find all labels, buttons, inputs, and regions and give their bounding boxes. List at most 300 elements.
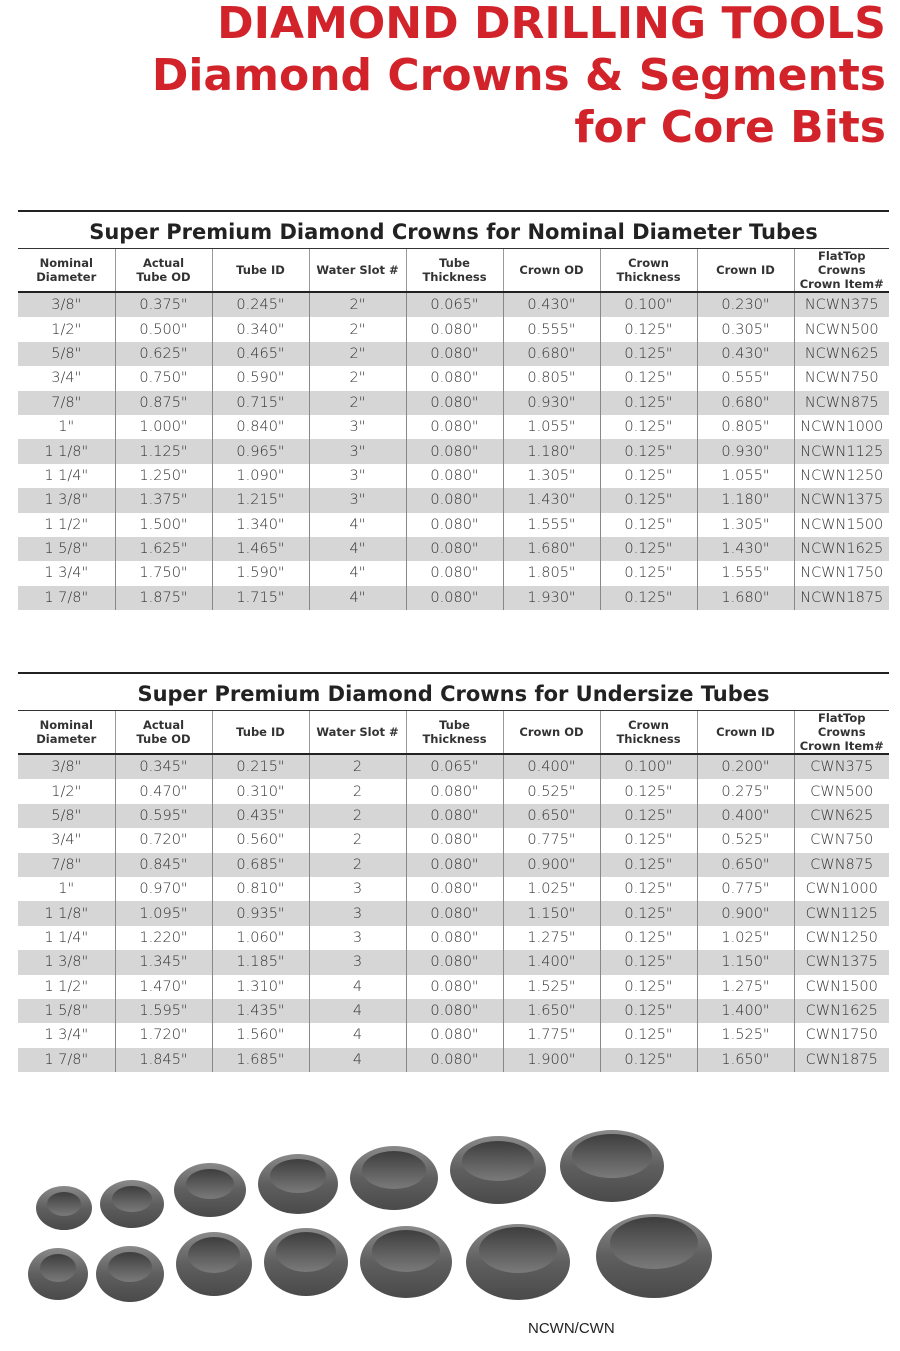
cell-crown-thickness: 0.125" [600, 1048, 697, 1072]
table-row [18, 779, 889, 803]
cell-nominal-diameter: 1/2" [18, 779, 115, 803]
column-header-line: Crown ID [716, 725, 775, 739]
cell-tube-thickness: 0.080" [406, 561, 503, 585]
cell-water-slot: 2 [309, 804, 406, 828]
cell-crown-item: NCWN1000 [794, 415, 889, 439]
cell-crown-item: NCWN1875 [794, 586, 889, 610]
column-header-line: Water Slot # [316, 725, 399, 739]
cell-tube-id: 1.685" [212, 1048, 309, 1072]
table-row [18, 415, 889, 439]
cell-crown-od: 0.650" [503, 804, 600, 828]
column-header-nominal-diameter [18, 711, 115, 755]
cell-crown-thickness: 0.125" [600, 464, 697, 488]
cell-tube-thickness: 0.080" [406, 342, 503, 366]
crown-ring [28, 1248, 88, 1300]
cell-crown-od: 0.400" [503, 754, 600, 779]
cell-water-slot: 4" [309, 561, 406, 585]
cell-crown-id: 0.775" [697, 877, 794, 901]
cell-crown-thickness: 0.125" [600, 975, 697, 999]
column-header-crown-id [697, 249, 794, 293]
cell-tube-id: 1.090" [212, 464, 309, 488]
cell-crown-id: 0.305" [697, 317, 794, 341]
cell-nominal-diameter: 3/8" [18, 754, 115, 779]
cell-tube-id: 1.340" [212, 513, 309, 537]
cell-actual-tube-od: 0.875" [115, 391, 212, 415]
cell-tube-thickness: 0.080" [406, 586, 503, 610]
cell-crown-id: 0.200" [697, 754, 794, 779]
cell-crown-id: 1.430" [697, 537, 794, 561]
cell-tube-id: 0.465" [212, 342, 309, 366]
cell-crown-item: NCWN1625 [794, 537, 889, 561]
table-row [18, 586, 889, 610]
column-header-crown-item [794, 711, 889, 755]
cell-crown-item: CWN1625 [794, 999, 889, 1023]
header-subtitle: Diamond Crowns & Segments [151, 50, 886, 101]
cell-crown-od: 0.900" [503, 853, 600, 877]
table-row [18, 877, 889, 901]
table-header [18, 711, 889, 755]
cell-crown-item: CWN1375 [794, 950, 889, 974]
column-header-line: Thickness [422, 270, 487, 284]
cell-nominal-diameter: 1 5/8" [18, 537, 115, 561]
undersize-crowns-section [18, 672, 889, 1072]
cell-crown-od: 1.275" [503, 926, 600, 950]
cell-crown-od: 1.650" [503, 999, 600, 1023]
column-header-line: Nominal [39, 256, 93, 270]
cell-crown-thickness: 0.125" [600, 950, 697, 974]
cell-crown-id: 0.555" [697, 366, 794, 390]
cell-nominal-diameter: 1 1/2" [18, 975, 115, 999]
cell-water-slot: 3" [309, 488, 406, 512]
cell-crown-od: 1.305" [503, 464, 600, 488]
column-header-line: Actual [142, 256, 185, 270]
table-row [18, 342, 889, 366]
column-header-water-slot [309, 249, 406, 293]
crown-ring [100, 1180, 164, 1228]
cell-tube-id: 1.310" [212, 975, 309, 999]
cell-crown-item: CWN750 [794, 828, 889, 852]
cell-water-slot: 3" [309, 439, 406, 463]
cell-crown-id: 0.525" [697, 828, 794, 852]
cell-crown-thickness: 0.125" [600, 513, 697, 537]
cell-water-slot: 2" [309, 366, 406, 390]
photo-caption: NCWN/CWN [528, 1320, 615, 1337]
cell-crown-id: 1.180" [697, 488, 794, 512]
cell-actual-tube-od: 0.375" [115, 292, 212, 317]
crown-ring [174, 1163, 246, 1217]
column-header-line: FlatTop Crowns [817, 711, 866, 739]
cell-crown-id: 0.275" [697, 779, 794, 803]
table-row [18, 950, 889, 974]
cell-nominal-diameter: 7/8" [18, 853, 115, 877]
table-row [18, 366, 889, 390]
cell-crown-id: 0.650" [697, 853, 794, 877]
table-row [18, 754, 889, 779]
table-row [18, 853, 889, 877]
cell-crown-id: 1.650" [697, 1048, 794, 1072]
column-header-tube-id [212, 249, 309, 293]
cell-actual-tube-od: 1.750" [115, 561, 212, 585]
cell-actual-tube-od: 1.595" [115, 999, 212, 1023]
table-title: Super Premium Diamond Crowns for Nominal Diameter Tubes [89, 220, 818, 244]
column-header-line: Diameter [36, 270, 97, 284]
table-row [18, 513, 889, 537]
cell-crown-thickness: 0.125" [600, 853, 697, 877]
column-header-line: Crown Item# [799, 739, 884, 753]
cell-crown-thickness: 0.125" [600, 561, 697, 585]
cell-nominal-diameter: 1 1/4" [18, 464, 115, 488]
cell-water-slot: 4" [309, 586, 406, 610]
table-row [18, 537, 889, 561]
cell-water-slot: 4 [309, 999, 406, 1023]
cell-crown-id: 1.555" [697, 561, 794, 585]
cell-crown-item: NCWN1500 [794, 513, 889, 537]
cell-crown-thickness: 0.125" [600, 317, 697, 341]
cell-actual-tube-od: 0.625" [115, 342, 212, 366]
cell-crown-item: CWN375 [794, 754, 889, 779]
cell-nominal-diameter: 3/4" [18, 366, 115, 390]
page-header [152, 2, 886, 158]
column-header-crown-thickness [600, 249, 697, 293]
cell-water-slot: 2" [309, 292, 406, 317]
cell-tube-thickness: 0.080" [406, 999, 503, 1023]
cell-nominal-diameter: 7/8" [18, 391, 115, 415]
cell-water-slot: 4" [309, 537, 406, 561]
cell-crown-thickness: 0.125" [600, 488, 697, 512]
cell-crown-od: 0.930" [503, 391, 600, 415]
cell-crown-item: NCWN1750 [794, 561, 889, 585]
cell-crown-id: 0.805" [697, 415, 794, 439]
table-row [18, 1023, 889, 1047]
cell-crown-thickness: 0.100" [600, 754, 697, 779]
undersize-crowns-table [18, 710, 889, 1072]
cell-tube-thickness: 0.080" [406, 804, 503, 828]
column-header-crown-item [794, 249, 889, 293]
cell-nominal-diameter: 1" [18, 877, 115, 901]
cell-water-slot: 2 [309, 779, 406, 803]
cell-tube-thickness: 0.080" [406, 1023, 503, 1047]
diamond-crowns-photo [14, 1128, 734, 1314]
cell-actual-tube-od: 1.345" [115, 950, 212, 974]
cell-actual-tube-od: 1.375" [115, 488, 212, 512]
cell-crown-id: 0.680" [697, 391, 794, 415]
table-row [18, 1048, 889, 1072]
cell-crown-item: CWN625 [794, 804, 889, 828]
table-title: Super Premium Diamond Crowns for Undersize Tubes [137, 682, 770, 706]
crown-ring [258, 1154, 338, 1214]
cell-tube-id: 0.245" [212, 292, 309, 317]
cell-crown-id: 0.230" [697, 292, 794, 317]
cell-tube-id: 0.685" [212, 853, 309, 877]
cell-crown-item: NCWN1250 [794, 464, 889, 488]
column-header-line: Thickness [616, 270, 681, 284]
cell-crown-thickness: 0.125" [600, 828, 697, 852]
cell-crown-id: 1.055" [697, 464, 794, 488]
cell-crown-item: NCWN375 [794, 292, 889, 317]
cell-crown-od: 0.680" [503, 342, 600, 366]
cell-tube-id: 1.435" [212, 999, 309, 1023]
cell-actual-tube-od: 1.220" [115, 926, 212, 950]
cell-nominal-diameter: 1 1/8" [18, 439, 115, 463]
cell-crown-item: NCWN1125 [794, 439, 889, 463]
cell-crown-od: 0.430" [503, 292, 600, 317]
cell-crown-item: CWN1875 [794, 1048, 889, 1072]
column-header-crown-od [503, 711, 600, 755]
column-header-line: Crown OD [519, 263, 584, 277]
column-header-line: Tube OD [136, 270, 191, 284]
column-header-tube-thickness [406, 711, 503, 755]
crown-ring [596, 1214, 712, 1298]
cell-nominal-diameter: 1 1/2" [18, 513, 115, 537]
column-header-water-slot [309, 711, 406, 755]
table-row [18, 828, 889, 852]
table-row [18, 488, 889, 512]
cell-actual-tube-od: 1.720" [115, 1023, 212, 1047]
cell-actual-tube-od: 0.500" [115, 317, 212, 341]
cell-nominal-diameter: 1 7/8" [18, 1048, 115, 1072]
cell-crown-item: CWN1000 [794, 877, 889, 901]
column-header-line: Nominal [39, 718, 93, 732]
cell-nominal-diameter: 1 3/8" [18, 488, 115, 512]
column-header-crown-od [503, 249, 600, 293]
cell-tube-thickness: 0.080" [406, 415, 503, 439]
crown-ring [36, 1186, 92, 1230]
column-header-line: Crown Item# [799, 277, 884, 291]
cell-nominal-diameter: 1 5/8" [18, 999, 115, 1023]
crown-ring [560, 1130, 664, 1202]
column-header-line: Crown OD [519, 725, 584, 739]
cell-tube-thickness: 0.065" [406, 754, 503, 779]
column-header-line: Tube ID [236, 725, 285, 739]
column-header-tube-id [212, 711, 309, 755]
cell-tube-thickness: 0.080" [406, 828, 503, 852]
cell-tube-thickness: 0.080" [406, 317, 503, 341]
cell-nominal-diameter: 1 1/8" [18, 901, 115, 925]
cell-crown-od: 1.680" [503, 537, 600, 561]
column-header-line: Tube [439, 718, 470, 732]
cell-tube-id: 0.965" [212, 439, 309, 463]
cell-water-slot: 2 [309, 828, 406, 852]
cell-crown-item: CWN1750 [794, 1023, 889, 1047]
cell-crown-thickness: 0.125" [600, 415, 697, 439]
cell-crown-item: NCWN625 [794, 342, 889, 366]
cell-tube-id: 1.465" [212, 537, 309, 561]
cell-crown-id: 1.525" [697, 1023, 794, 1047]
cell-crown-od: 0.525" [503, 779, 600, 803]
cell-nominal-diameter: 5/8" [18, 342, 115, 366]
cell-water-slot: 2 [309, 853, 406, 877]
cell-actual-tube-od: 0.750" [115, 366, 212, 390]
cell-water-slot: 3 [309, 926, 406, 950]
crown-ring [466, 1224, 570, 1300]
cell-tube-id: 0.340" [212, 317, 309, 341]
header-subtitle-2: for Core Bits [574, 102, 886, 153]
cell-crown-thickness: 0.125" [600, 537, 697, 561]
cell-crown-thickness: 0.125" [600, 779, 697, 803]
cell-crown-od: 1.430" [503, 488, 600, 512]
cell-crown-od: 1.900" [503, 1048, 600, 1072]
cell-tube-id: 0.715" [212, 391, 309, 415]
cell-tube-thickness: 0.080" [406, 439, 503, 463]
cell-crown-id: 0.900" [697, 901, 794, 925]
cell-water-slot: 4 [309, 1048, 406, 1072]
cell-crown-item: CWN1250 [794, 926, 889, 950]
cell-crown-id: 0.930" [697, 439, 794, 463]
cell-tube-id: 1.215" [212, 488, 309, 512]
cell-nominal-diameter: 5/8" [18, 804, 115, 828]
column-header-line: Thickness [422, 732, 487, 746]
cell-crown-item: CWN500 [794, 779, 889, 803]
cell-tube-thickness: 0.080" [406, 537, 503, 561]
cell-actual-tube-od: 1.625" [115, 537, 212, 561]
cell-crown-od: 0.555" [503, 317, 600, 341]
cell-nominal-diameter: 1 7/8" [18, 586, 115, 610]
table-body [18, 292, 889, 610]
cell-water-slot: 4 [309, 1023, 406, 1047]
cell-tube-thickness: 0.080" [406, 901, 503, 925]
cell-actual-tube-od: 0.720" [115, 828, 212, 852]
cell-nominal-diameter: 1" [18, 415, 115, 439]
cell-tube-id: 0.560" [212, 828, 309, 852]
cell-crown-item: CWN1500 [794, 975, 889, 999]
cell-water-slot: 3 [309, 950, 406, 974]
table-row [18, 439, 889, 463]
cell-crown-thickness: 0.125" [600, 391, 697, 415]
cell-crown-thickness: 0.125" [600, 342, 697, 366]
column-header-nominal-diameter [18, 249, 115, 293]
cell-tube-thickness: 0.080" [406, 950, 503, 974]
column-header-crown-thickness [600, 711, 697, 755]
table-row [18, 926, 889, 950]
cell-actual-tube-od: 0.345" [115, 754, 212, 779]
cell-actual-tube-od: 1.125" [115, 439, 212, 463]
cell-tube-id: 0.935" [212, 901, 309, 925]
cell-nominal-diameter: 1 3/4" [18, 561, 115, 585]
cell-actual-tube-od: 0.970" [115, 877, 212, 901]
table-row [18, 561, 889, 585]
cell-actual-tube-od: 1.500" [115, 513, 212, 537]
cell-crown-id: 1.305" [697, 513, 794, 537]
crown-ring [264, 1228, 348, 1296]
nominal-crowns-table [18, 248, 889, 610]
cell-water-slot: 2" [309, 391, 406, 415]
table-row [18, 901, 889, 925]
column-header-line: Crown [628, 256, 669, 270]
cell-tube-id: 0.810" [212, 877, 309, 901]
cell-crown-thickness: 0.125" [600, 804, 697, 828]
cell-water-slot: 3 [309, 901, 406, 925]
column-header-line: Tube ID [236, 263, 285, 277]
column-header-actual-tube-od [115, 711, 212, 755]
cell-crown-item: NCWN1375 [794, 488, 889, 512]
cell-crown-id: 1.400" [697, 999, 794, 1023]
cell-crown-item: CWN875 [794, 853, 889, 877]
cell-crown-thickness: 0.125" [600, 439, 697, 463]
cell-water-slot: 4 [309, 975, 406, 999]
cell-tube-id: 0.310" [212, 779, 309, 803]
cell-crown-item: NCWN750 [794, 366, 889, 390]
column-header-tube-thickness [406, 249, 503, 293]
cell-actual-tube-od: 0.595" [115, 804, 212, 828]
header-title: DIAMOND DRILLING TOOLS [217, 0, 886, 49]
cell-tube-thickness: 0.080" [406, 853, 503, 877]
cell-crown-item: NCWN500 [794, 317, 889, 341]
cell-tube-thickness: 0.080" [406, 975, 503, 999]
cell-tube-thickness: 0.080" [406, 488, 503, 512]
cell-crown-id: 1.150" [697, 950, 794, 974]
cell-nominal-diameter: 1 3/8" [18, 950, 115, 974]
table-header [18, 249, 889, 293]
cell-actual-tube-od: 1.470" [115, 975, 212, 999]
cell-tube-id: 0.840" [212, 415, 309, 439]
cell-water-slot: 3 [309, 877, 406, 901]
cell-crown-item: CWN1125 [794, 901, 889, 925]
cell-water-slot: 2" [309, 342, 406, 366]
cell-crown-item: NCWN875 [794, 391, 889, 415]
cell-crown-thickness: 0.125" [600, 926, 697, 950]
cell-crown-od: 1.930" [503, 586, 600, 610]
cell-crown-id: 1.025" [697, 926, 794, 950]
cell-tube-id: 1.715" [212, 586, 309, 610]
cell-crown-thickness: 0.125" [600, 366, 697, 390]
column-header-line: Crown [628, 718, 669, 732]
column-header-line: Tube OD [136, 732, 191, 746]
cell-water-slot: 4" [309, 513, 406, 537]
cell-crown-od: 1.775" [503, 1023, 600, 1047]
cell-crown-thickness: 0.125" [600, 1023, 697, 1047]
cell-tube-thickness: 0.080" [406, 366, 503, 390]
cell-water-slot: 3" [309, 415, 406, 439]
cell-actual-tube-od: 0.470" [115, 779, 212, 803]
cell-crown-id: 1.275" [697, 975, 794, 999]
cell-tube-id: 1.185" [212, 950, 309, 974]
column-header-actual-tube-od [115, 249, 212, 293]
column-header-line: Water Slot # [316, 263, 399, 277]
cell-crown-thickness: 0.100" [600, 292, 697, 317]
column-header-line: Actual [142, 718, 185, 732]
column-header-line: Thickness [616, 732, 681, 746]
cell-crown-od: 1.525" [503, 975, 600, 999]
cell-tube-id: 0.435" [212, 804, 309, 828]
cell-actual-tube-od: 1.000" [115, 415, 212, 439]
crown-ring [450, 1136, 546, 1204]
cell-actual-tube-od: 1.875" [115, 586, 212, 610]
cell-crown-od: 0.775" [503, 828, 600, 852]
cell-tube-thickness: 0.080" [406, 926, 503, 950]
column-header-line: FlatTop Crowns [817, 249, 866, 277]
table-row [18, 391, 889, 415]
cell-crown-od: 1.025" [503, 877, 600, 901]
cell-tube-thickness: 0.080" [406, 513, 503, 537]
table-row [18, 804, 889, 828]
cell-crown-od: 1.400" [503, 950, 600, 974]
cell-crown-od: 1.555" [503, 513, 600, 537]
cell-crown-id: 0.400" [697, 804, 794, 828]
cell-water-slot: 3" [309, 464, 406, 488]
cell-actual-tube-od: 1.845" [115, 1048, 212, 1072]
cell-crown-od: 1.805" [503, 561, 600, 585]
table-row [18, 464, 889, 488]
cell-nominal-diameter: 3/8" [18, 292, 115, 317]
cell-tube-id: 0.590" [212, 366, 309, 390]
cell-tube-id: 1.060" [212, 926, 309, 950]
cell-water-slot: 2" [309, 317, 406, 341]
cell-tube-thickness: 0.080" [406, 464, 503, 488]
cell-tube-thickness: 0.065" [406, 292, 503, 317]
cell-crown-od: 1.055" [503, 415, 600, 439]
table-row [18, 292, 889, 317]
cell-crown-id: 1.680" [697, 586, 794, 610]
